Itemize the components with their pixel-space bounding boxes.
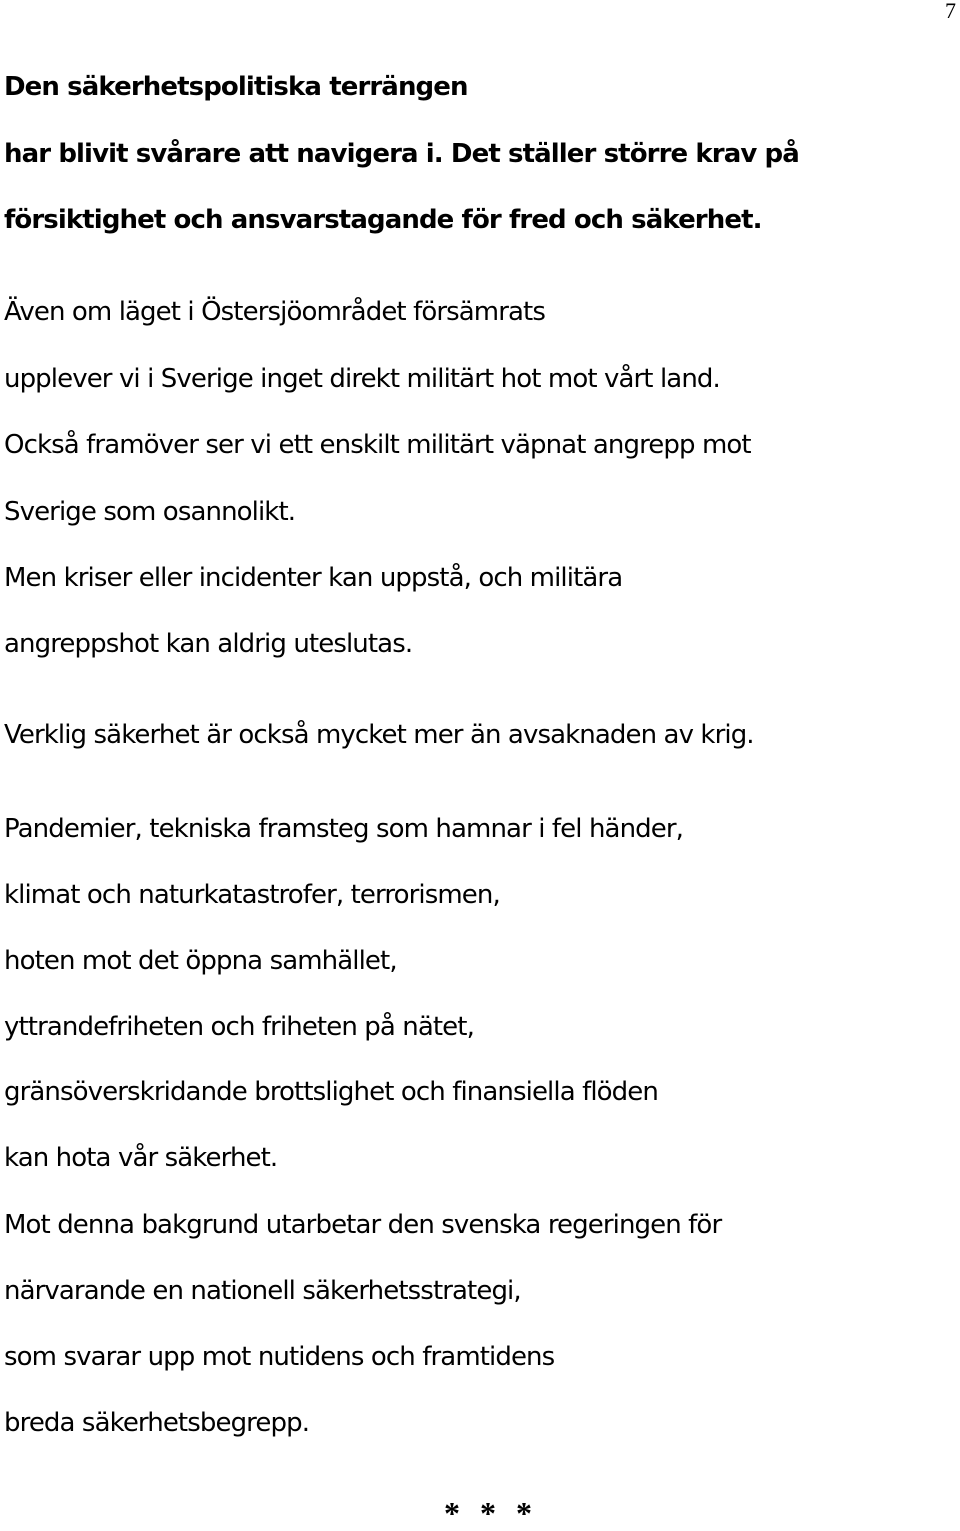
text-line: Även om läget i Östersjöområdet försämrats	[4, 297, 545, 327]
text-line: närvarande en nationell säkerhetsstrategi,	[4, 1276, 521, 1306]
text-line: försiktighet och ansvarstagande för fred och säkerhet.	[4, 205, 762, 235]
text-line: klimat och naturkatastrofer, terrorismen,	[4, 880, 500, 910]
text-line: angreppshot kan aldrig uteslutas.	[4, 629, 413, 659]
section-separator: * * *	[444, 1495, 538, 1531]
text-line: Mot denna bakgrund utarbetar den svenska regeringen för	[4, 1210, 722, 1240]
text-line: yttrandefriheten och friheten på nätet,	[4, 1012, 474, 1042]
text-line: som svarar upp mot nutidens och framtidens	[4, 1342, 555, 1372]
text-line: har blivit svårare att navigera i. Det ställer större krav på	[4, 139, 799, 169]
text-line: Sverige som osannolikt.	[4, 497, 296, 527]
text-line: breda säkerhetsbegrepp.	[4, 1408, 310, 1438]
text-line: Den säkerhetspolitiska terrängen	[4, 72, 468, 102]
text-line: Men kriser eller incidenter kan uppstå, och militära	[4, 563, 623, 593]
text-line: kan hota vår säkerhet.	[4, 1143, 278, 1173]
text-line: upplever vi i Sverige inget direkt militärt hot mot vårt land.	[4, 364, 720, 394]
text-line: Pandemier, tekniska framsteg som hamnar i fel händer,	[4, 814, 684, 844]
text-line: hoten mot det öppna samhället,	[4, 946, 397, 976]
text-line: gränsöverskridande brottslighet och finansiella flöden	[4, 1077, 658, 1107]
text-line: Verklig säkerhet är också mycket mer än avsaknaden av krig.	[4, 720, 754, 750]
text-line: Också framöver ser vi ett enskilt militärt väpnat angrepp mot	[4, 430, 751, 460]
page-number: 7	[945, 0, 956, 23]
